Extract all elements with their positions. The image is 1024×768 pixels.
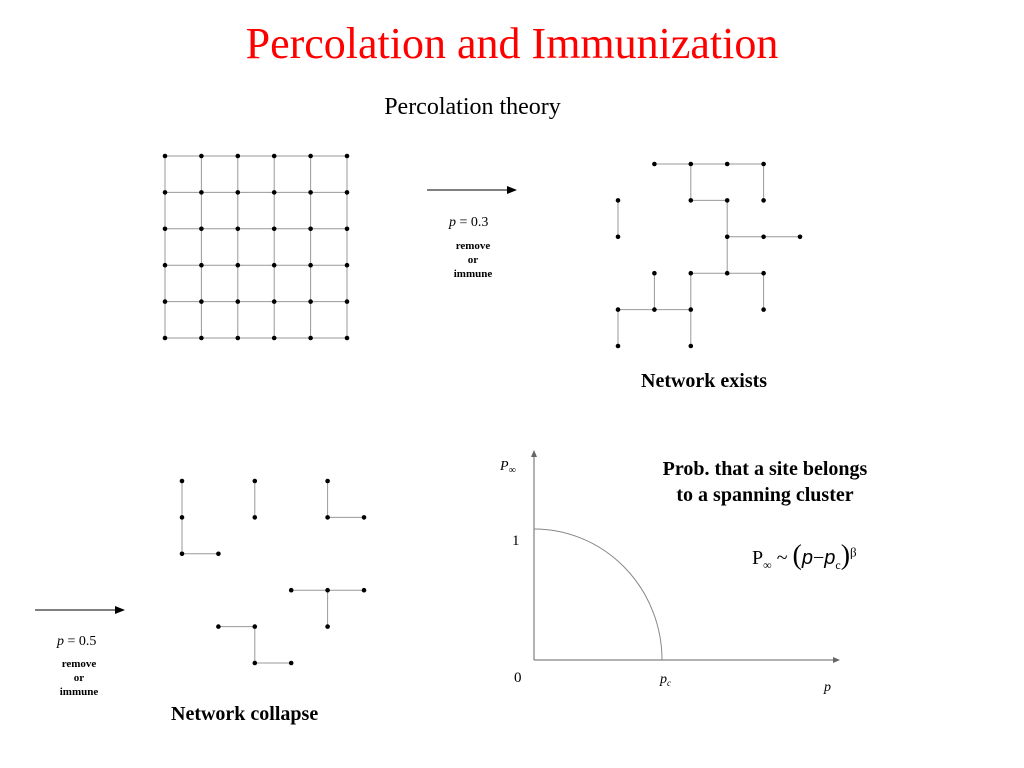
site-node <box>236 227 241 232</box>
site-node <box>272 299 277 304</box>
y-axis-label: $P_\infty$ <box>500 459 516 476</box>
site-node <box>616 307 621 312</box>
site-node <box>163 299 168 304</box>
site-node <box>308 190 313 195</box>
site-node <box>272 227 277 232</box>
site-node <box>199 154 204 159</box>
site-node <box>616 235 621 240</box>
site-node <box>652 271 657 276</box>
network-exists-label: Network exists <box>641 370 768 392</box>
site-node <box>325 588 330 593</box>
site-node <box>253 624 258 629</box>
site-node <box>325 624 330 629</box>
site-node <box>199 190 204 195</box>
site-node <box>289 588 294 593</box>
order-parameter-curve <box>534 529 662 660</box>
site-node <box>689 307 694 312</box>
arrow-top <box>425 182 520 198</box>
slide-title: Percolation and Immunization <box>245 19 779 68</box>
site-node <box>725 162 730 167</box>
site-node <box>253 515 258 520</box>
scaling-formula: $P_\infty$ ~ $(p-p_c)^\beta$ <box>752 540 857 572</box>
site-node <box>199 299 204 304</box>
site-node <box>325 515 330 520</box>
site-node <box>236 154 241 159</box>
site-node <box>253 479 258 484</box>
site-node <box>345 299 350 304</box>
site-node <box>163 227 168 232</box>
remove-or-immune-top: remove or immune <box>453 240 493 280</box>
site-node <box>163 154 168 159</box>
site-node <box>308 227 313 232</box>
site-node <box>236 299 241 304</box>
p-equals-05: p = 0.5 <box>57 634 97 649</box>
site-node <box>345 336 350 341</box>
pc-label: $p_c$ <box>660 672 671 688</box>
site-node <box>216 624 221 629</box>
site-node <box>689 198 694 203</box>
site-node <box>761 307 766 312</box>
site-node <box>236 190 241 195</box>
site-node <box>725 198 730 203</box>
site-node <box>616 344 621 349</box>
origin-label: 0 <box>514 670 522 686</box>
site-node <box>761 162 766 167</box>
site-node <box>345 263 350 268</box>
x-axis-label: p <box>824 680 831 695</box>
site-node <box>272 263 277 268</box>
site-node <box>689 344 694 349</box>
probability-caption: Prob. that a site belongs to a spanning cluster <box>662 458 868 506</box>
network-after-removal-03 <box>600 150 815 360</box>
site-node <box>345 154 350 159</box>
network-after-removal-05 <box>165 465 380 675</box>
site-node <box>216 552 221 557</box>
slide-subtitle: Percolation theory <box>384 94 561 120</box>
site-node <box>180 515 185 520</box>
site-node <box>308 336 313 341</box>
site-node <box>180 479 185 484</box>
site-node <box>272 336 277 341</box>
site-node <box>308 154 313 159</box>
site-node <box>761 271 766 276</box>
site-node <box>616 198 621 203</box>
site-node <box>761 235 766 240</box>
site-node <box>345 190 350 195</box>
site-node <box>725 271 730 276</box>
site-node <box>199 336 204 341</box>
site-node <box>289 661 294 666</box>
site-node <box>761 198 766 203</box>
site-node <box>180 552 185 557</box>
site-node <box>272 190 277 195</box>
site-node <box>652 162 657 167</box>
site-node <box>308 299 313 304</box>
p-equals-03: p = 0.3 <box>449 215 489 230</box>
site-node <box>345 227 350 232</box>
site-node <box>163 336 168 341</box>
site-node <box>362 588 367 593</box>
y-tick-1: 1 <box>512 533 520 549</box>
full-lattice <box>150 140 365 355</box>
site-node <box>325 479 330 484</box>
arrow-bottom <box>33 602 128 618</box>
site-node <box>236 263 241 268</box>
site-node <box>652 307 657 312</box>
site-node <box>308 263 313 268</box>
site-node <box>163 190 168 195</box>
site-node <box>163 263 168 268</box>
site-node <box>272 154 277 159</box>
site-node <box>689 271 694 276</box>
site-node <box>199 263 204 268</box>
site-node <box>362 515 367 520</box>
site-node <box>253 661 258 666</box>
site-node <box>725 235 730 240</box>
network-collapse-label: Network collapse <box>171 703 319 725</box>
site-node <box>199 227 204 232</box>
site-node <box>689 162 694 167</box>
site-node <box>798 235 803 240</box>
site-node <box>236 336 241 341</box>
remove-or-immune-bottom: remove or immune <box>59 658 99 698</box>
